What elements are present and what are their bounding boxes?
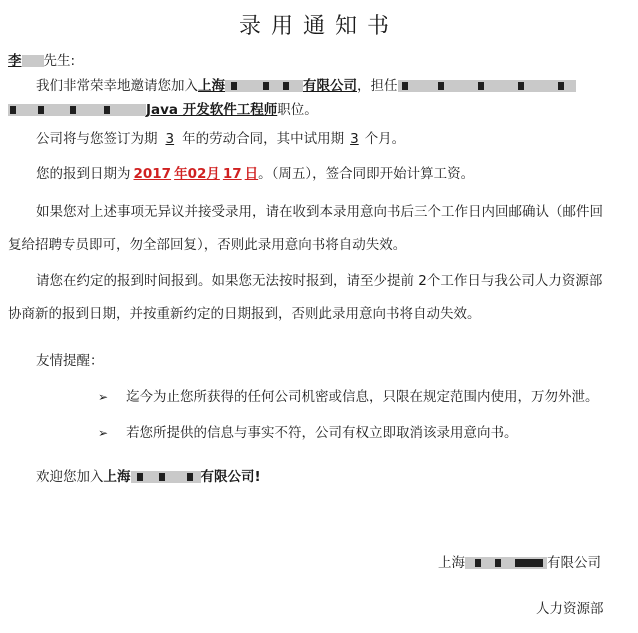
position-title: Java 开发软件工程师 — [146, 102, 278, 118]
late-para-line-2: 协商新的报到日期，并按重新约定的日期报到，否则此录用意向书将自动失效。 — [8, 306, 481, 322]
bullet-arrow-icon: ➢ — [98, 426, 109, 440]
redacted-company — [225, 80, 303, 92]
report-text-2: 。（周五），签合同即开始计算工资。 — [258, 166, 475, 182]
intro-line-1 — [36, 77, 576, 95]
letter-title: 录用通知书 — [238, 14, 399, 39]
report-year-unit: 年 — [174, 166, 188, 182]
contract-years: 3 — [165, 131, 175, 147]
company-name-prefix: 上海 — [198, 78, 225, 94]
intro-text-2: ，担任 — [357, 78, 398, 94]
reminder-heading: 友情提醒： — [36, 353, 104, 369]
redacted-name — [22, 55, 44, 67]
intro-text-3: 职位。 — [277, 102, 318, 118]
bullet-arrow-icon: ➢ — [98, 390, 109, 404]
welcome-company-suffix: 有限公司! — [200, 469, 261, 485]
salutation — [8, 52, 75, 70]
report-day-unit: 日 — [244, 166, 259, 182]
report-date-line — [36, 165, 474, 183]
recipient-surname: 李 — [8, 53, 22, 69]
report-month-unit: 月 — [206, 166, 220, 182]
reminder-item-text: 若您所提供的信息与事实不符，公司有权立即取消该录用意向书。 — [126, 425, 518, 441]
redacted-department-2 — [8, 104, 146, 116]
contract-line — [36, 130, 405, 148]
report-day: 17 — [222, 166, 242, 182]
report-month: 02 — [187, 166, 207, 182]
intro-line-2 — [8, 101, 318, 119]
accept-para-line-1: 如果您对上述事项无异议并接受录用，请在收到本录用意向书后三个工作日内回邮确认（邮件回 — [36, 204, 603, 220]
redacted-department — [398, 80, 576, 92]
signature-company — [438, 554, 601, 572]
welcome-company-prefix: 上海 — [103, 469, 131, 485]
recipient-honorific: 先生: — [43, 53, 76, 69]
redacted-company — [131, 471, 201, 483]
welcome-line — [36, 468, 261, 486]
welcome-text: 欢迎您加入 — [36, 469, 104, 485]
probation-months: 3 — [350, 131, 359, 147]
contract-text-3: 个月。 — [364, 131, 406, 147]
contract-text-2: 年的劳动合同，其中试用期 — [182, 131, 345, 147]
company-name-suffix: 有限公司 — [303, 78, 357, 94]
reminder-item — [98, 424, 518, 442]
contract-text: 公司将与您签订为期 — [36, 131, 158, 147]
signature-department: 人力资源部 — [536, 601, 604, 617]
intro-text: 我们非常荣幸地邀请您加入 — [36, 78, 198, 94]
signature-company-suffix: 有限公司 — [547, 555, 601, 571]
signature-company-prefix: 上海 — [438, 555, 465, 571]
report-year: 2017 — [133, 166, 172, 182]
accept-para-line-2: 复给招聘专员即可，勿全部回复），否则此录用意向书将自动失效。 — [8, 237, 407, 253]
reminder-item — [98, 388, 599, 406]
late-para-line-1: 请您在约定的报到时间报到。如果您无法按时报到，请至少提前 2个工作日与我公司人力资源部 — [36, 273, 603, 289]
reminder-item-text: 迄今为止您所获得的任何公司机密或信息，只限在规定范围内使用，万勿外泄。 — [126, 389, 599, 405]
report-text: 您的报到日期为 — [36, 166, 131, 182]
redacted-company — [465, 557, 547, 569]
